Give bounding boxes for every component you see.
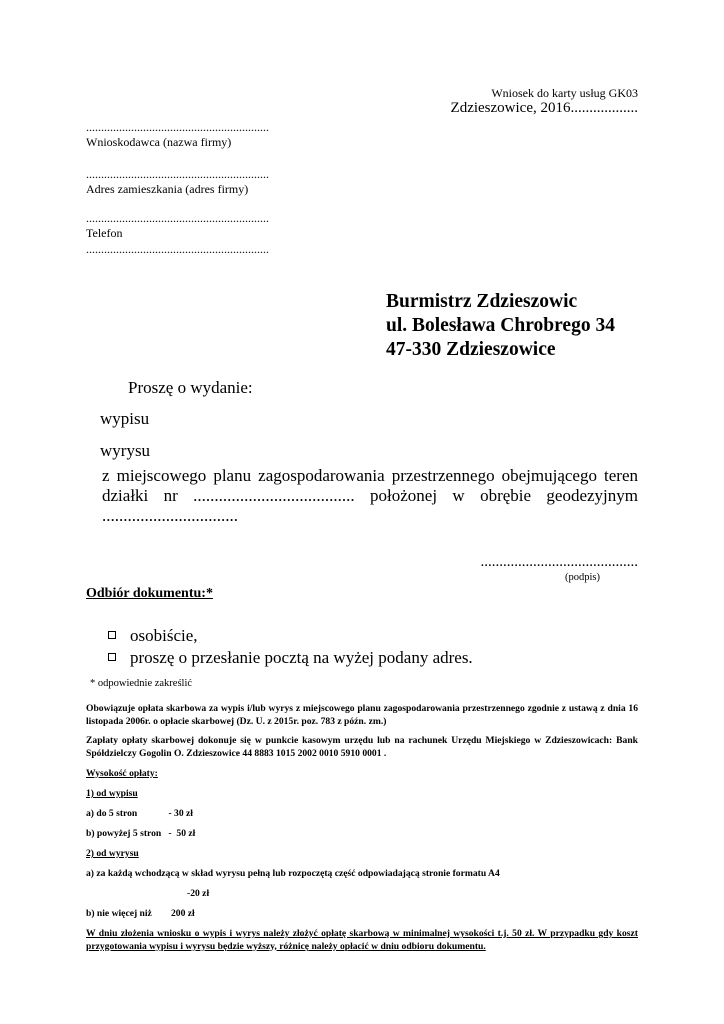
request-intro: Proszę o wydanie: [128, 378, 253, 397]
pickup-footnote: * odpowiednie zakreślić [90, 678, 193, 689]
extract-fee-title: 1) od wypisu [86, 788, 138, 799]
recipient-street: ul. Bolesława Chrobrego 34 [386, 315, 615, 336]
applicant-address-dots: ............................................................. [86, 167, 269, 181]
pickup-option-post-label: proszę o przesłanie pocztą na wyżej podany adres. [130, 648, 473, 667]
place-date: Zdzieszowice, 2016.................. [450, 100, 638, 116]
recipient-city: 47-330 Zdzieszowice [386, 339, 556, 360]
payment-text: Zapłaty opłaty skarbowej dokonuje się w punkcie kasowym urzędu lub na rachunek Urzędu Miejskiego w Zdzieszowicach: Bank Spółdzielczy Gogolin O. Zdzieszowice 44 8883 1015 2002 0010 5910 0001 . [86, 735, 638, 759]
recipient-name: Burmistrz Zdzieszowic [386, 291, 578, 312]
checkbox-icon[interactable] [108, 631, 116, 639]
request-option-map: wyrysu [100, 441, 151, 460]
map-fee-b: b) nie więcej niż 200 zł [86, 908, 195, 919]
signature-dots: .......................................... [480, 554, 638, 570]
map-fee-title: 2) od wyrysu [86, 848, 139, 859]
signature-label: (podpis) [565, 572, 600, 583]
checkbox-icon[interactable] [108, 653, 116, 661]
applicant-address-label: Adres zamieszkania (adres firmy) [86, 182, 249, 196]
pickup-title: Odbiór dokumentu:* [86, 586, 213, 601]
map-fee-a-amount: -20 zł [187, 888, 210, 899]
applicant-phone-dots-2: ............................................................. [86, 242, 269, 256]
pickup-option-personal-label: osobiście, [130, 626, 198, 645]
payment-note: W dniu złożenia wniosku o wypis i wyrys należy złożyć opłatę skarbową w minimalnej wysokości t.j. 50 zł. W przypadku gdy koszt przygotowania wypisu i wyrysu będzie wyższy, różnicę należy opłacić w dniu odbioru dokumentu. [86, 928, 638, 952]
map-fee-a: a) za każdą wchodzącą w skład wyrysu pełną lub rozpoczętą część odpowiadającą stronie formatu A4 [86, 868, 500, 879]
extract-fee-a: a) do 5 stron - 30 zł [86, 808, 193, 819]
request-option-extract: wypisu [100, 409, 150, 428]
applicant-phone-dots: ............................................................. [86, 211, 269, 225]
extract-fee-b: b) powyżej 5 stron - 50 zł [86, 828, 196, 839]
applicant-name-dots: ............................................................. [86, 120, 269, 134]
pickup-option-post[interactable] [108, 648, 473, 668]
applicant-name-label: Wnioskodawca (nazwa firmy) [86, 135, 232, 149]
form-code: Wniosek do karty usług GK03 [491, 86, 638, 100]
fee-title: Wysokość opłaty: [86, 768, 158, 779]
pickup-option-personal[interactable] [108, 626, 198, 646]
applicant-phone-label: Telefon [86, 226, 123, 240]
fee-basis-text: Obowiązuje opłata skarbowa za wypis i/lub wyrys z miejscowego planu zagospodarowania przestrzennego zgodnie z ustawą z dnia 16 listopada 2006r. o opłacie skarbowej (Dz. U. z 2015r. poz. 783 z późn. zm.) [86, 703, 638, 727]
request-body: z miejscowego planu zagospodarowania przestrzennego obejmującego teren działki nr ...................................... położonej w obrębie geodezyjnym ................................ [102, 466, 638, 525]
